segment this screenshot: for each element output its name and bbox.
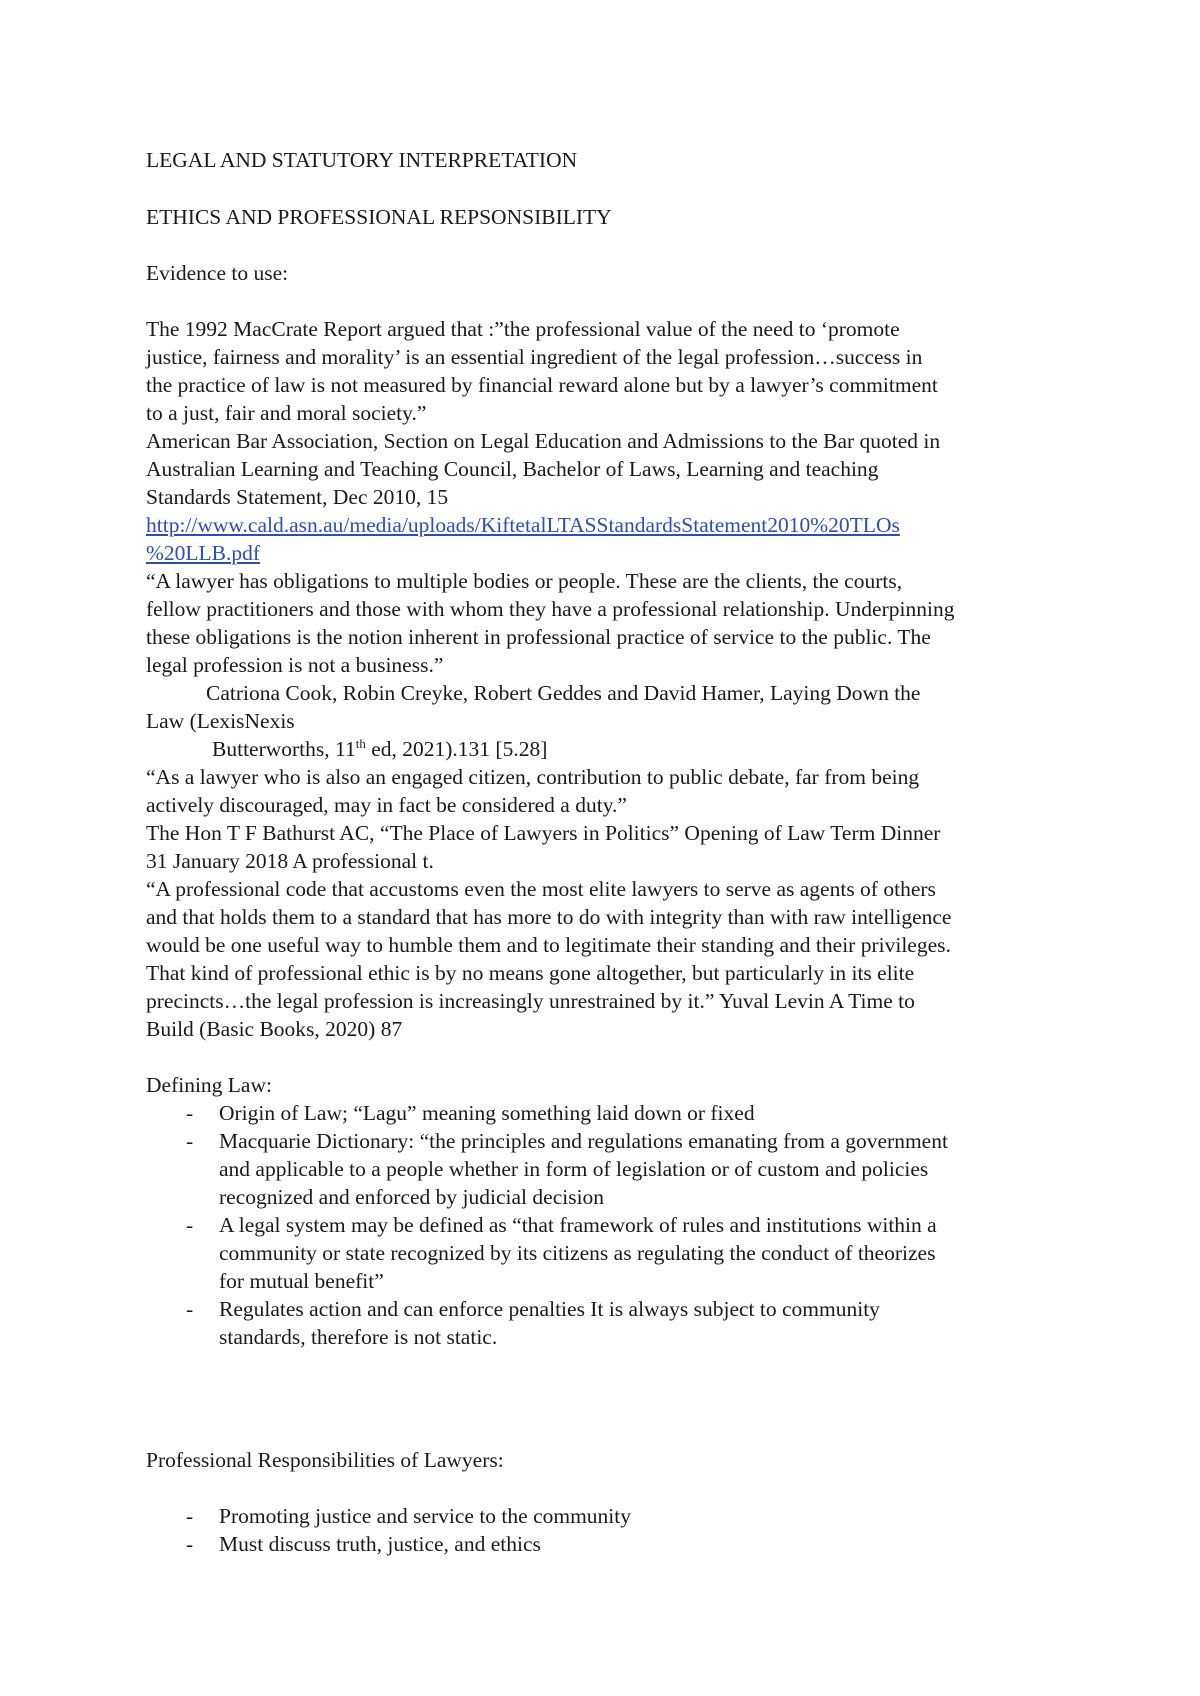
- quote-levin-line: precincts…the legal profession is increasingly unrestrained by it.” Yuval Levin A Time to: [146, 989, 915, 1013]
- defining-law-label: Defining Law:: [146, 1073, 272, 1097]
- list-item-continued: community or state recognized by its citizens as regulating the conduct of theorizes: [219, 1241, 936, 1265]
- quote-levin-line: “A professional code that accustoms even the most elite lawyers to serve as agents of others: [146, 877, 936, 901]
- quote-maccrate-line: The 1992 MacCrate Report argued that :”the professional value of the need to ‘promote: [146, 317, 900, 341]
- quote-maccrate-line: the practice of law is not measured by financial reward alone but by a lawyer’s commitment: [146, 373, 938, 397]
- quote-levin-line: and that holds them to a standard that has more to do with integrity than with raw intelligence: [146, 905, 952, 929]
- heading-ethics: ETHICS AND PROFESSIONAL REPSONSIBILITY: [146, 205, 612, 229]
- bullet-dash: -: [186, 1504, 194, 1528]
- heading-legal-interpretation: LEGAL AND STATUTORY INTERPRETATION: [146, 148, 578, 172]
- quote-maccrate-line: justice, fairness and morality’ is an essential ingredient of the legal profession…success in: [146, 345, 923, 369]
- bullet-dash: -: [186, 1101, 194, 1125]
- quote-levin-line: That kind of professional ethic is by no means gone altogether, but particularly in its elite: [146, 961, 915, 985]
- quote-obligations-line: fellow practitioners and those with whom they have a professional relationship. Underpinning: [146, 597, 955, 621]
- citation-aba-line: Australian Learning and Teaching Council, Bachelor of Laws, Learning and teaching: [146, 457, 879, 481]
- list-item-continued: standards, therefore is not static.: [219, 1325, 498, 1349]
- quote-obligations-line: legal profession is not a business.”: [146, 653, 444, 677]
- quote-levin-line: would be one useful way to humble them and to legitimate their standing and their privileges.: [146, 933, 951, 957]
- quote-obligations-line: these obligations is the notion inherent in professional practice of service to the public. The: [146, 625, 931, 649]
- citation-cook-line: Butterworths, 11th ed, 2021).131 [5.28]: [212, 735, 548, 761]
- list-item-continued: for mutual benefit”: [219, 1269, 384, 1293]
- quote-bathurst-line: actively discouraged, may in fact be considered a duty.”: [146, 793, 627, 817]
- list-item-continued: recognized and enforced by judicial decision: [219, 1185, 605, 1209]
- citation-bathurst-line: The Hon T F Bathurst AC, “The Place of Lawyers in Politics” Opening of Law Term Dinner: [146, 821, 941, 845]
- edition-superscript: th: [355, 735, 366, 751]
- citation-cook-line: Law (LexisNexis: [146, 709, 295, 733]
- citation-bathurst-line: 31 January 2018 A professional t.: [146, 849, 434, 873]
- citation-aba-line: Standards Statement, Dec 2010, 15: [146, 485, 449, 509]
- cald-link[interactable]: http://www.cald.asn.au/media/uploads/KiftetalLTASStandardsStatement2010%20TLOs: [146, 513, 900, 537]
- bullet-dash: -: [186, 1532, 194, 1556]
- cald-link-continued[interactable]: %20LLB.pdf: [146, 541, 261, 565]
- quote-maccrate-line: to a just, fair and moral society.”: [146, 401, 427, 425]
- bullet-dash: -: [186, 1129, 194, 1153]
- quote-bathurst-line: “As a lawyer who is also an engaged citizen, contribution to public debate, far from being: [146, 765, 920, 789]
- bullet-dash: -: [186, 1297, 194, 1321]
- list-item-continued: and applicable to a people whether in form of legislation or of custom and policies: [219, 1157, 929, 1181]
- evidence-label: Evidence to use:: [146, 261, 289, 285]
- bullet-dash: -: [186, 1213, 194, 1237]
- citation-cook-line: Catriona Cook, Robin Creyke, Robert Geddes and David Hamer, Laying Down the: [206, 681, 921, 705]
- citation-aba-line: American Bar Association, Section on Legal Education and Admissions to the Bar quoted in: [146, 429, 941, 453]
- quote-obligations-line: “A lawyer has obligations to multiple bodies or people. These are the clients, the courts,: [146, 569, 903, 593]
- quote-levin-line: Build (Basic Books, 2020) 87: [146, 1017, 403, 1041]
- responsibilities-label: Professional Responsibilities of Lawyers:: [146, 1448, 504, 1472]
